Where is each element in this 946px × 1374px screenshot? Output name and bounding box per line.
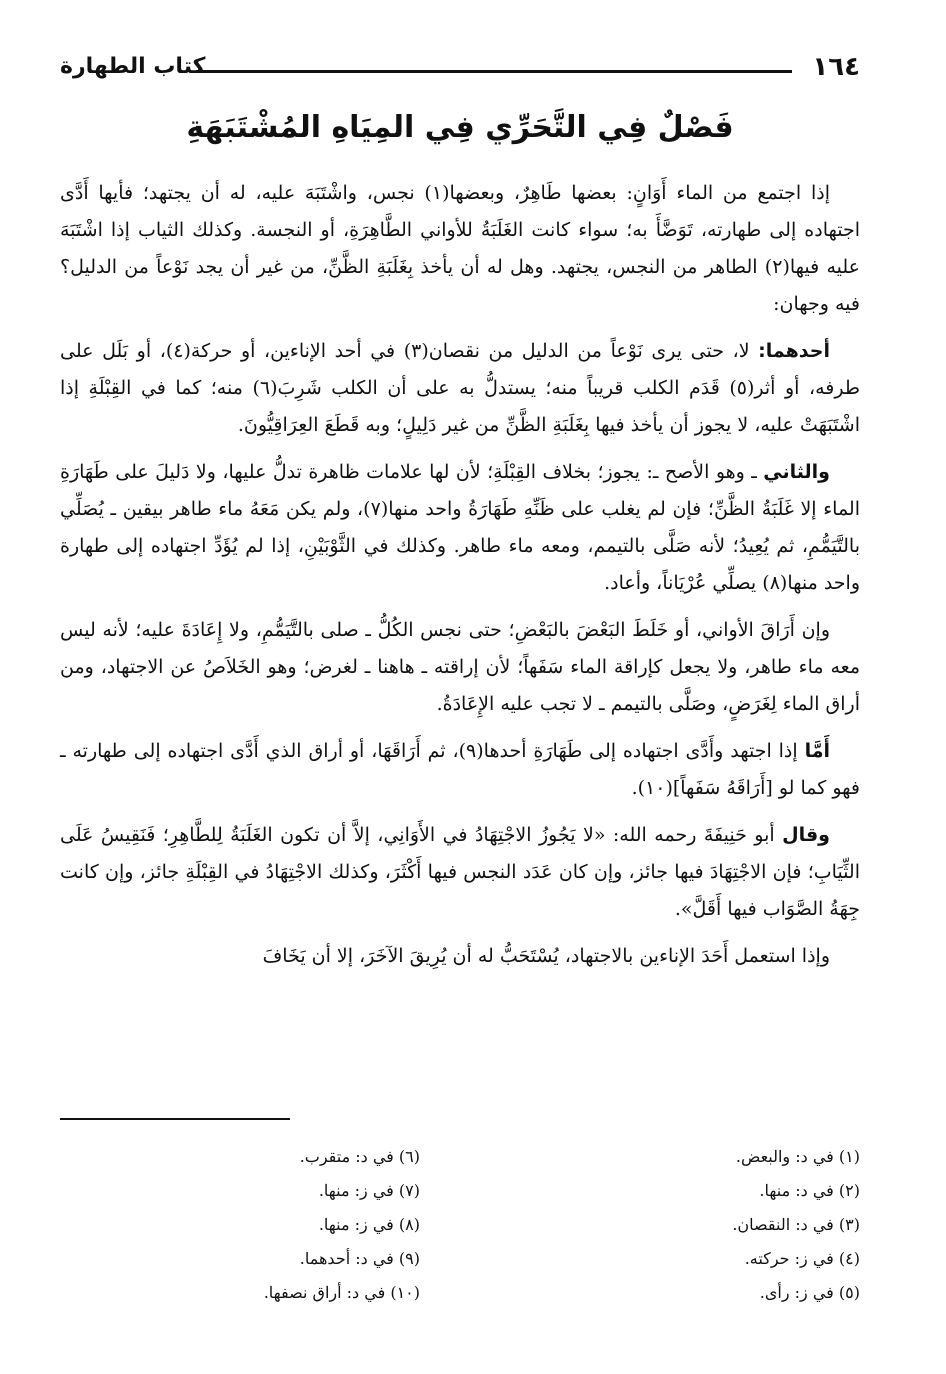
paragraph (60, 175, 860, 323)
book-page (60, 40, 860, 1340)
footnote: (٦) في د: متقرب. (299, 1147, 420, 1166)
page-number: ١٦٤ (812, 52, 860, 82)
paragraph-lead: والثاني (763, 461, 830, 483)
paragraph (60, 938, 860, 975)
page-header (60, 52, 860, 92)
paragraph (60, 612, 860, 723)
footnote: (٩) في د: أحدهما. (299, 1249, 420, 1268)
footnote: (٤) في ز: حركته. (744, 1249, 860, 1268)
footnote: (٣) في د: النقصان. (732, 1215, 860, 1234)
footnote-rule (60, 1118, 290, 1120)
footnote: (٧) في ز: منها. (318, 1181, 420, 1200)
paragraph (60, 817, 860, 928)
footnote: (١٠) في د: أراق نصفها. (263, 1283, 420, 1302)
chapter-title: فَصْلٌ فِي التَّحَرِّي فِي المِيَاهِ المُشْتَبَهَةِ (186, 110, 734, 145)
body-text (60, 175, 860, 985)
paragraph-text: أبو حَنِيفَةَ رحمه الله: «لا يَجُوزُ الاجْتِهَادُ في الأَوَانِي، إلاَّ أن تكون الغَلَبَةُ لِلطَّاهِرِ؛ فَنَقِيسُ عَلَى الثِّيَابِ؛ فإن الاجْتِهَادَ فيها جائز، وإن كان عَدَد النجس فيها أَكْثَرَ، وكذلك الاجْتِهَادُ في القِبْلَةِ جائز، وإن كانت جِهَةُ الصَّوَاب فيها أَقَلَّ». (60, 824, 860, 920)
header-rule (196, 70, 792, 73)
paragraph-lead: أحدهما: (758, 340, 830, 362)
book-title: كتاب الطهارة (60, 54, 206, 79)
paragraph-text: لا، حتى يرى نَوْعاً من الدليل من نقصان(٣) في أحد الإناءين، أو حركة(٤)، أو بَلَل على طرفه، أو أثر(٥) قَدَم الكلب قريباً منه؛ يستدلُّ به على أن الكلب شَرِبَ(٦) منه؛ كما في القِبْلَةِ إذا اشْتَبَهَتْ عليه، لا يجوز أن يأخذ فيها بِغَلَبَةِ الظَّنِّ من غير دَلِيلٍ؛ وبه قَطَعَ العِرَاقِيُّونَ. (60, 340, 860, 436)
paragraph-text: إذا اجتهد وأَدَّى اجتهاده إلى طَهَارَةِ أحدها(٩)، ثم أَرَاقَهَا، أو أراق الذي أَدَّى اجتهاده إلى طهارته ـ فهو كما لو [أَرَاقَهُ سَفَهاً](١٠). (60, 740, 860, 799)
paragraph (60, 733, 860, 807)
paragraph-text: وإن أَرَاقَ الأواني، أو خَلَطَ البَعْضَ بالبَعْضِ؛ حتى نجس الكُلُّ ـ صلى بالتَّيَمُّمِ، ولا إِعَادَةَ عليه؛ لأنه ليس معه ماء طاهر، ولا يجعل كإراقة الماء سَفَهاً؛ لأن إراقته ـ هاهنا ـ لغرض؛ وهو الخَلاَصُ عن الاجتهاد، ومن أراق الماء لِغَرَضٍ، وصَلَّى بالتيمم ـ لا تجب عليه الإِعَادَةُ. (60, 619, 860, 715)
paragraph-lead: أَمَّا (804, 740, 830, 762)
footnote: (١) في د: والبعض. (735, 1147, 860, 1166)
footnote: (٥) في ز: رأى. (759, 1283, 860, 1302)
paragraph-text: إذا اجتمع من الماء أَوَانٍ: بعضها طَاهِرٌ، وبعضها(١) نجس، واشْتَبَهَ عليه، له أن يجتهد؛ فأيها أَدَّى اجتهاده إلى طهارته، تَوَضَّأَ به؛ سواء كانت الغَلَبَةُ للأواني الطَّاهِرَةِ، أو النجسة. وكذلك الثياب إذا اشْتَبَهَ عليه فيها(٢) الطاهر من النجس، يجتهد. وهل له أن يأخذ بِغَلَبَةِ الظَّنِّ، من غير أن يجد نَوْعاً من الدليل؟ فيه وجهان: (60, 182, 860, 315)
paragraph (60, 454, 860, 602)
paragraph-text: ـ وهو الأصح ـ: يجوز؛ بخلاف القِبْلَةِ؛ لأن لها علامات ظاهرة تدلُّ عليها، ولا دَليلَ على طَهَارَةِ الماء إلا غَلَبَةُ الظَّنِّ؛ فإن لم يغلب على ظَنِّهِ طَهَارَةُ واحد منها(٧)، ولم يكن مَعَهُ ماء طاهر بيقين ـ يُصَلِّي بالتَّيَمُّمِ، ثم يُعِيدُ؛ لأنه صَلَّى بالتيمم، ومعه ماء طاهر. وكذلك في الثَّوْبَيْنِ، إذا لم يُؤَدِّ اجتهاده إلى طهارة واحد منها(٨) يصلِّي عُرْيَاناً، وأعاد. (60, 461, 860, 594)
footnote: (٢) في د: منها. (759, 1181, 860, 1200)
paragraph (60, 333, 860, 444)
footnotes-column-right (480, 1140, 860, 1310)
footnotes-column-left (40, 1140, 420, 1310)
paragraph-text: وإذا استعمل أَحَدَ الإناءين بالاجتهاد، يُسْتَحَبُّ له أن يُرِيقَ الآخَرَ، إلا أن يَخَافَ (262, 945, 830, 967)
footnote: (٨) في ز: منها. (318, 1215, 420, 1234)
paragraph-lead: وقال (782, 824, 830, 846)
